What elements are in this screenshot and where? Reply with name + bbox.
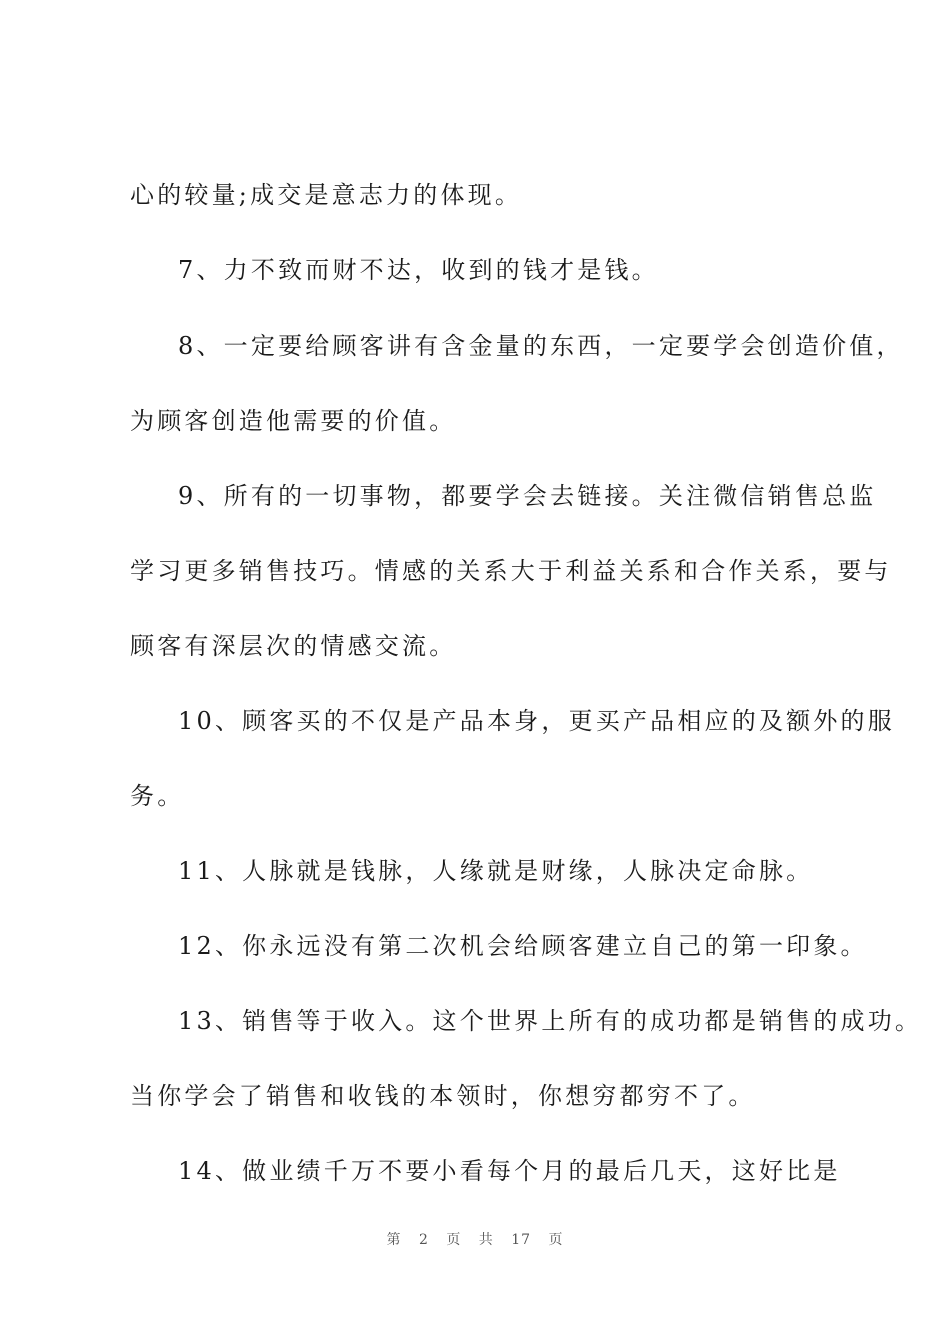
text-line: 11、人脉就是钱脉，人缘就是财缘，人脉决定命脉。 (178, 857, 814, 885)
text-line: 当你学会了销售和收钱的本领时，你想穷都穷不了。 (130, 1082, 756, 1110)
page-footer (0, 1229, 950, 1249)
text-line: 务。 (130, 782, 185, 810)
text-line: 12、你永远没有第二次机会给顾客建立自己的第一印象。 (178, 932, 868, 960)
text-line: 7、力不致而财不达，收到的钱才是钱。 (178, 256, 659, 284)
footer-gong: 共 (478, 1232, 494, 1248)
footer-ye: 页 (446, 1232, 462, 1248)
footer-di: 第 (386, 1232, 402, 1248)
page-number: 2 (418, 1232, 429, 1248)
text-line: 9、所有的一切事物，都要学会去链接。关注微信销售总监 (178, 482, 877, 510)
text-line: 13、销售等于收入。这个世界上所有的成功都是销售的成功。 (178, 1007, 923, 1035)
text-line: 10、顾客买的不仅是产品本身，更买产品相应的及额外的服 (178, 707, 895, 735)
page-total: 17 (511, 1232, 532, 1248)
text-line: 顾客有深层次的情感交流。 (130, 632, 457, 660)
text-line: 14、做业绩千万不要小看每个月的最后几天，这好比是 (178, 1157, 841, 1185)
footer-ye2: 页 (548, 1232, 564, 1248)
text-line: 8、一定要给顾客讲有含金量的东西，一定要学会创造价值， (178, 332, 904, 360)
text-line: 学习更多销售技巧。情感的关系大于利益关系和合作关系，要与 (130, 557, 892, 585)
text-line: 为顾客创造他需要的价值。 (130, 407, 457, 435)
text-line: 心的较量;成交是意志力的体现。 (130, 181, 523, 209)
